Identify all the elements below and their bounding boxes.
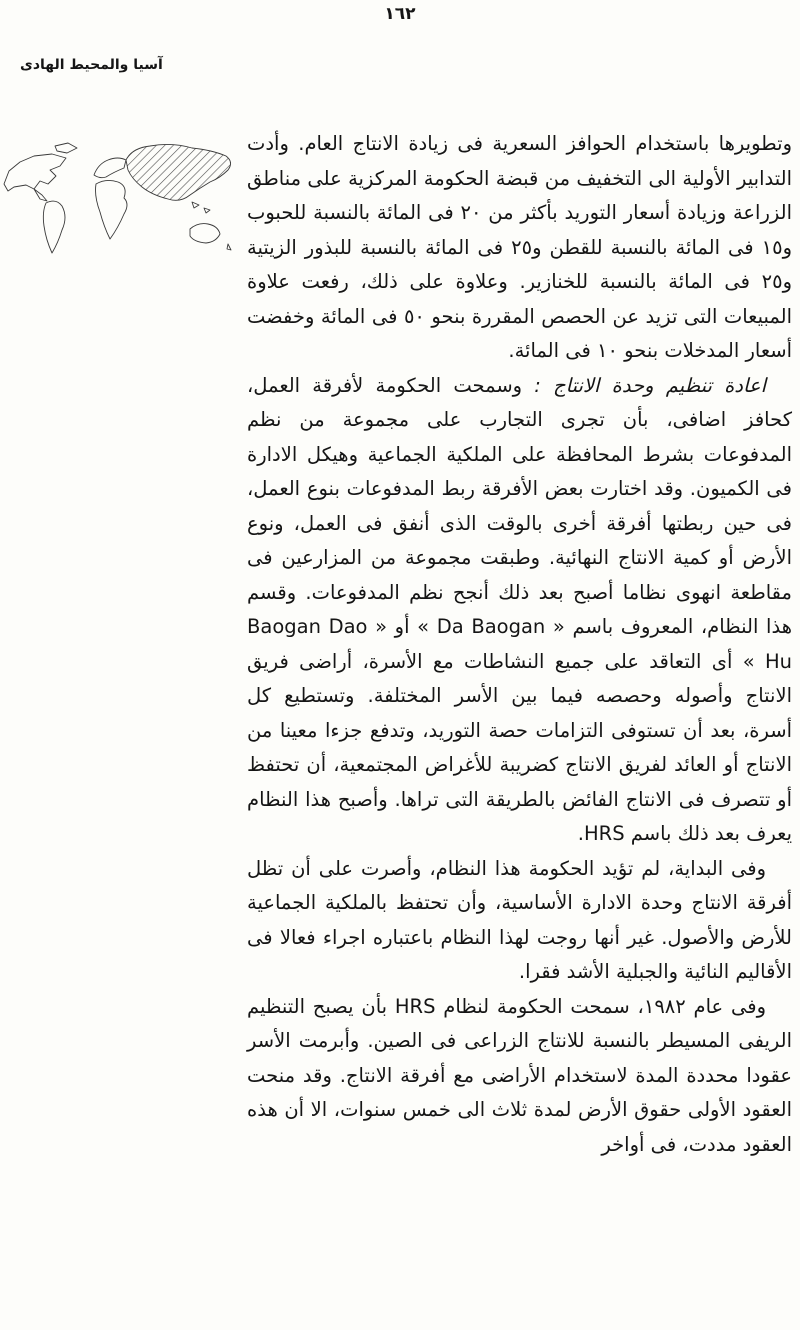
- paragraph: [247, 990, 792, 1163]
- page-number: ١٦٢: [384, 4, 416, 24]
- running-header: آسيا والمحيط الهادى: [20, 57, 163, 73]
- paragraph-text: وتطويرها باستخدام الحوافز السعرية فى زيادة الانتاج العام. وأدت التدابير الأولية الى التخفيف من قبضة الحكومة المركزية على مناطق الزراعة وزيادة أسعار التوريد بأكثر من ٢٠ فى المائة بالنسبة للحبوب و١٥ فى المائة بالنسبة للقطن و٢٥ فى المائة بالنسبة للبذور الزيتية و٢٥ فى المائة بالنسبة للخنازير. وعلاوة على ذلك، رفعت علاوة المبيعات التى تزيد عن الحصص المقررة بنحو ٥٠ فى المائة وخفضت أسعار المدخلات بنحو ١٠ فى المائة.: [247, 132, 792, 362]
- paragraph: [247, 127, 792, 369]
- body-text: [247, 127, 792, 1162]
- paragraph: [247, 852, 792, 990]
- paragraph-text: وفى البداية، لم تؤيد الحكومة هذا النظام، وأصرت على أن تظل أفرقة الانتاج وحدة الادارة الأساسية، وأن تحتفظ بالملكية الجماعية للأرض والأصول. غير أنها روجت لهذا النظام باعتباره اجراء فعالا فى الأقاليم النائية والجبلية الأشد فقرا.: [247, 856, 792, 983]
- section-lead-italic: اعادة تنظيم وحدة الانتاج :: [522, 373, 766, 397]
- world-map-image: [0, 140, 240, 266]
- paragraph-text: وسمحت الحكومة لأفرقة العمل، كحافز اضافى، بأن تجرى التجارب على مجموعة من نظم المدفوعات بشرط المحافظة على الملكية الجماعية وهيكل الادارة فى الكميون. وقد اختارت بعض الأفرقة ربط المدفوعات بنوع العمل، فى حين ربطتها أفرقة أخرى بالوقت الذى أنفق فى العمل، ونوع الأرض أو كمية الانتاج النهائية. وطبقت مجموعة من المزارعين فى مقاطعة انهوى نظاما أصبح بعد ذلك أنجح نظم المدفوعات. وقسم هذا النظام، المعروف باسم « Da Baogan » أو « Baogan Dao Hu » أى التعاقد على جميع النشاطات مع الأسرة، أراضى فريق الانتاج وأصوله وحصصه فيما بين الأسر المختلفة. وتستطيع كل أسرة، بعد أن تستوفى التزامات حصة التوريد، وتدفع جزءا معينا من الانتاج أو العائد لفريق الانتاج كضريبة للأغراض المجتمعية، أن تحتفظ أو تتصرف فى الانتاج الفائض بالطريقة التى تراها. وأصبح هذا النظام يعرف بعد ذلك باسم HRS.: [247, 373, 792, 845]
- paragraph-text: وفى عام ١٩٨٢، سمحت الحكومة لنظام HRS بأن يصبح التنظيم الريفى المسيطر بالنسبة للانتاج الزراعى فى الصين. وأبرمت الأسر عقودا محددة المدة لاستخدام الأراضى مع أفرقة الانتاج. وقد منحت العقود الأولى حقوق الأرض لمدة ثلاث الى خمس سنوات، الا أن هذه العقود مددت، فى أواخر: [247, 994, 792, 1156]
- paragraph: [247, 369, 792, 852]
